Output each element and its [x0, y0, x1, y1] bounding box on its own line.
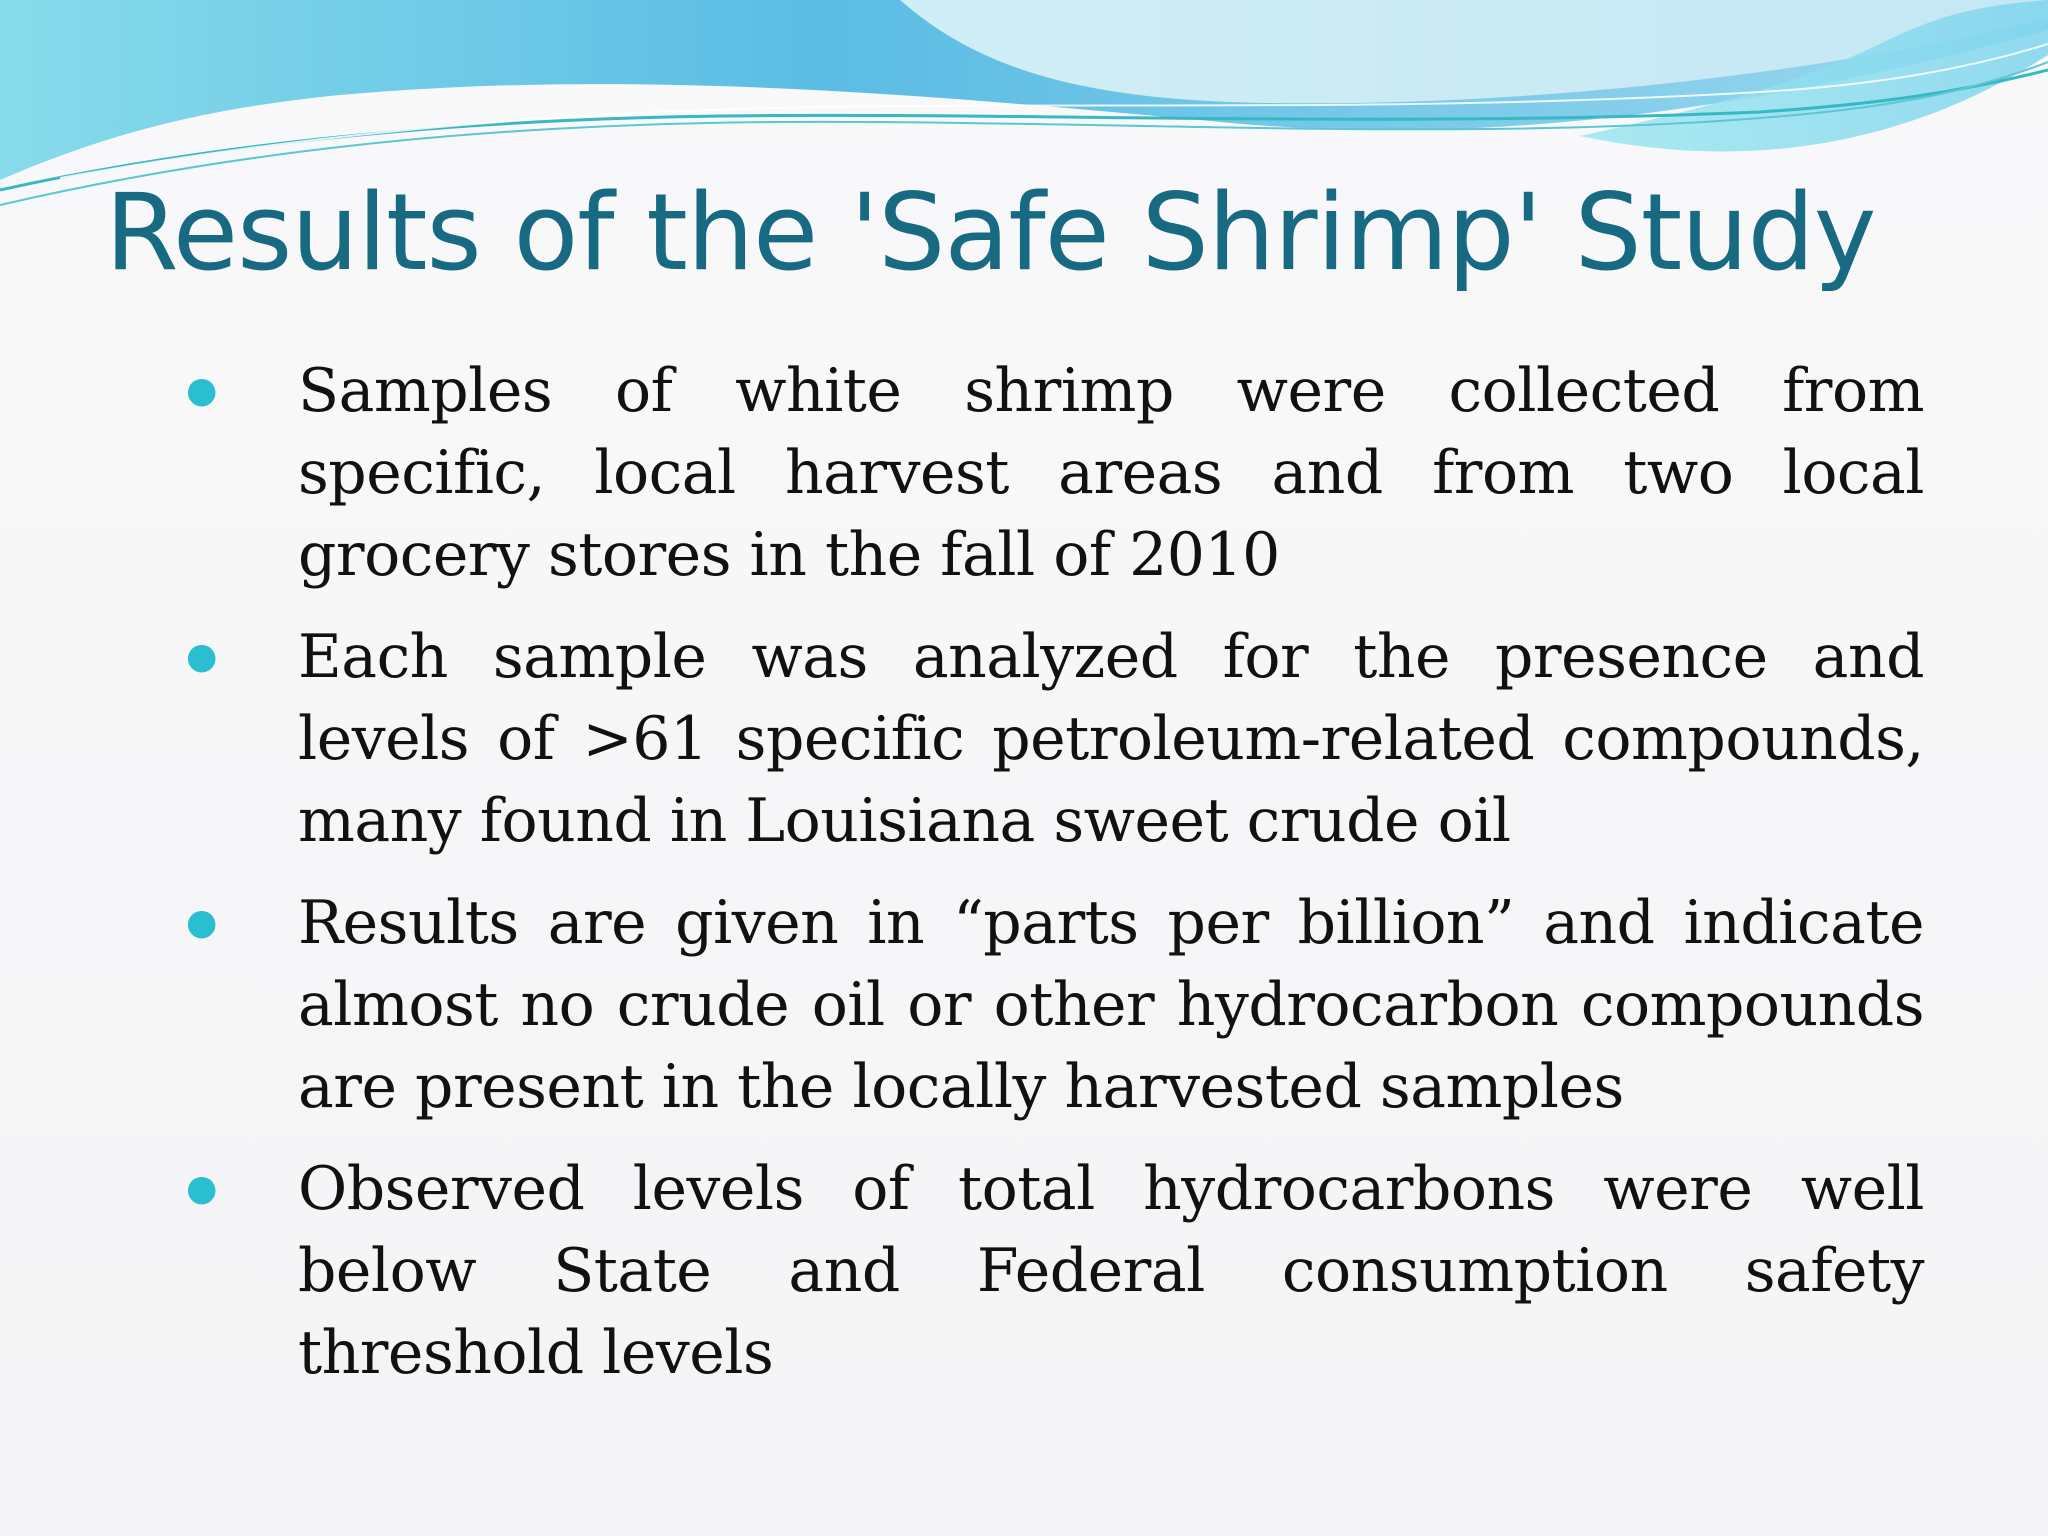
bullet-item-1 — [176, 350, 1924, 596]
slide-title: Results of the 'Safe Shrimp' Study — [105, 171, 1876, 294]
bullet-item-2 — [176, 616, 1924, 862]
bullet-text-2: Each sample was analyzed for the presence and levels of >61 specific petroleum-related compounds, many found in Louisiana sweet crude oil — [298, 622, 1924, 856]
bullet-item-3 — [176, 882, 1924, 1128]
bullet-list — [176, 350, 1924, 1414]
bullet-text-3: Results are given in “parts per billion” and indicate almost no crude oil or other hydrocarbon compounds are present in the locally harvested samples — [298, 888, 1924, 1122]
bullet-dot-icon: ● — [186, 636, 217, 677]
bullet-item-4 — [176, 1148, 1924, 1394]
bullet-dot-icon: ● — [186, 902, 217, 943]
bullet-text-4: Observed levels of total hydrocarbons were well below State and Federal consumption safety threshold levels — [298, 1154, 1924, 1388]
bullet-text-1: Samples of white shrimp were collected from specific, local harvest areas and from two local grocery stores in the fall of 2010 — [298, 356, 1924, 590]
bullet-dot-icon: ● — [186, 370, 217, 411]
bullet-dot-icon: ● — [186, 1168, 217, 1209]
